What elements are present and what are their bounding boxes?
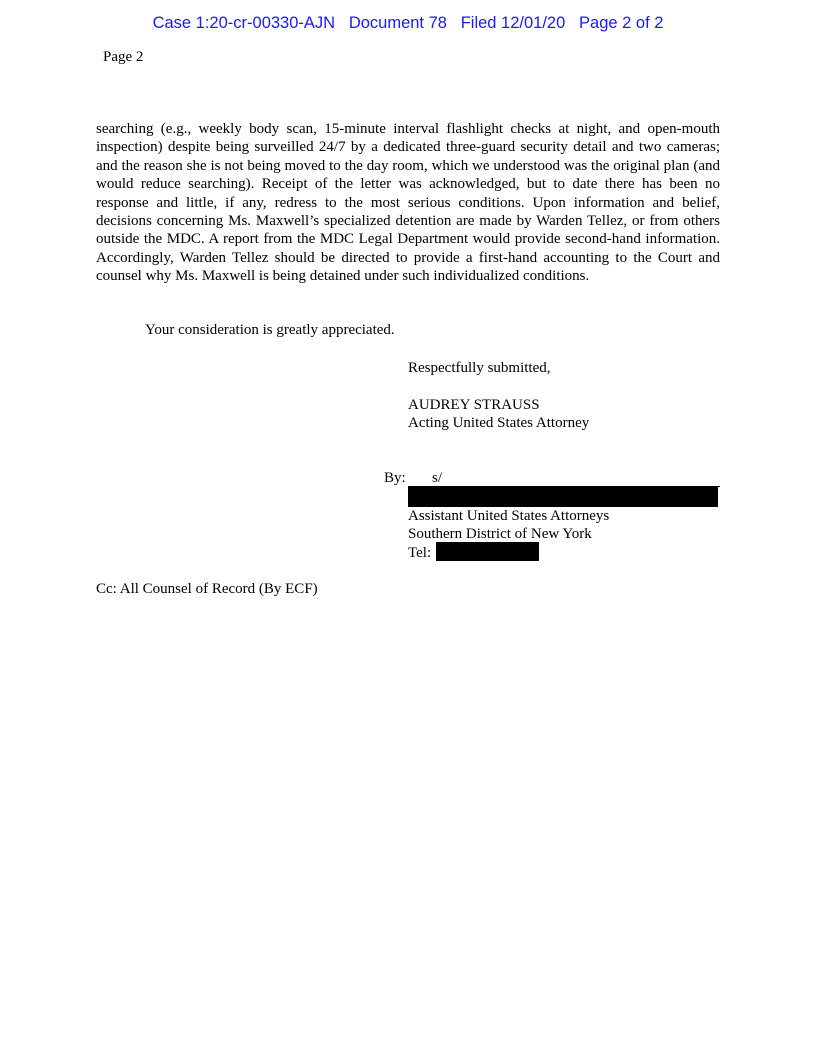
page-number-label: Page 2 [103,49,144,65]
ecf-filing-header: Case 1:20-cr-00330-AJN Document 78 Filed 12/01/20 Page 2 of 2 [152,14,664,32]
telephone-label: Tel: [408,544,432,561]
body-paragraph: searching (e.g., weekly body scan, 15-minute interval flashlight checks at night, and open-mouth inspection) despite being surveilled 24/7 by a dedicated three-guard security detail and two cameras; and the reason she is not being moved to the day room, which we understood was the original plan (and would reduce searching). Receipt of the letter was acknowledged, but to date there has been no response and little, if any, redress to the most serious conditions. Upon information and belief, decisions concerning Ms. Maxwell’s specialized detention are made by Warden Tellez, or from others outside the MDC. A report from the MDC Legal Department would provide second-hand information. Accordingly, Warden Tellez should be directed to provide a first-hand accounting to the Court and counsel why Ms. Maxwell is being detained under such individualized conditions. [96,121,720,285]
closing-line: Your consideration is greatly appreciated. [145,322,395,338]
attorney-office: Southern District of New York [408,526,592,543]
signatory-title: Acting United States Attorney [408,415,590,432]
respectfully-submitted: Respectfully submitted, [408,360,551,376]
signatory-block [408,396,589,433]
by-label: By: [384,470,406,486]
attorney-role: Assistant United States Attorneys [408,508,610,524]
redaction-bar-names [408,486,718,507]
redaction-bar-telephone [436,542,539,561]
electronic-signature-mark: s/ [432,470,443,486]
cc-line: Cc: All Counsel of Record (By ECF) [96,581,318,597]
signatory-name: AUDREY STRAUSS [408,397,540,413]
